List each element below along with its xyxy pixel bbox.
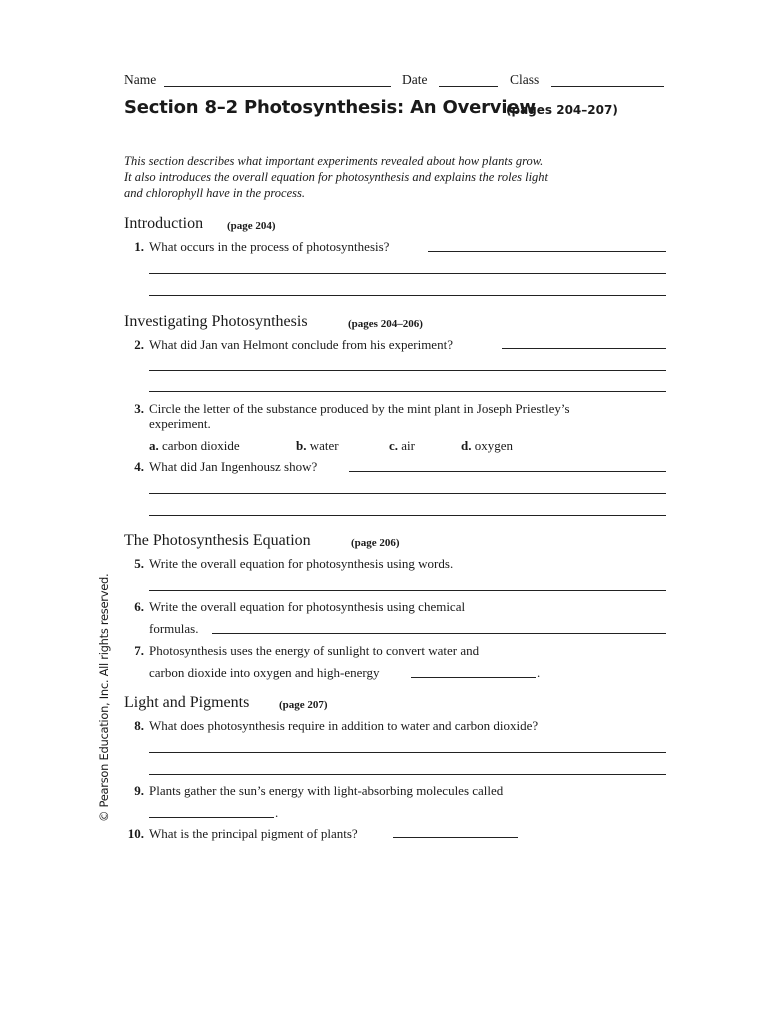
name-field[interactable] [164, 86, 391, 87]
section-pages-introduction: (page 204) [227, 220, 276, 232]
question-6-line1: Write the overall equation for photosynthesis using chemical [149, 599, 466, 614]
class-label: Class [510, 72, 540, 87]
section-title-investigating: Investigating Photosynthesis [124, 313, 308, 330]
question-number: 9. [134, 783, 144, 798]
answer-line[interactable] [149, 515, 666, 516]
question-7-end: . [537, 665, 541, 680]
question-4-text: What did Jan Ingenhousz show? [149, 459, 318, 474]
question-6-line2: formulas. [149, 621, 199, 636]
question-9-line1: Plants gather the sun’s energy with light-absorbing molecules called [149, 783, 504, 798]
question-7-line2: carbon dioxide into oxygen and high-energy [149, 665, 380, 680]
answer-line[interactable] [149, 370, 666, 371]
title-pages: (pages 204–207) [506, 103, 618, 117]
section-pages-investigating: (pages 204–206) [348, 318, 423, 330]
date-label: Date [402, 72, 428, 87]
answer-line[interactable] [149, 273, 666, 274]
name-label: Name [124, 72, 157, 87]
answer-line[interactable] [149, 817, 274, 818]
answer-line[interactable] [149, 774, 666, 775]
question-8-text: What does photosynthesis require in addition to water and carbon dioxide? [149, 718, 539, 733]
answer-line[interactable] [212, 633, 666, 634]
option-b[interactable]: b. water [296, 438, 339, 453]
question-7-line1: Photosynthesis uses the energy of sunlight to convert water and [149, 643, 480, 658]
question-number: 7. [134, 643, 144, 658]
question-3-line1: Circle the letter of the substance produced by the mint plant in Joseph Priestley’s [149, 401, 570, 416]
question-number: 3. [134, 401, 144, 416]
option-d[interactable]: d. oxygen [461, 438, 514, 453]
question-number: 5. [134, 556, 144, 571]
intro-paragraph: This section describes what important experiments revealed about how plants grow. It also introduces the overall equation for photosynthesis and explains the roles light and chlorophyll have in the process. [124, 154, 549, 200]
answer-line[interactable] [149, 391, 666, 392]
answer-line[interactable] [428, 251, 666, 252]
question-number: 4. [134, 459, 144, 474]
section-title-equation: The Photosynthesis Equation [124, 532, 311, 549]
section-pages-equation: (page 206) [351, 537, 400, 549]
question-number: 2. [134, 337, 144, 352]
question-5-text: Write the overall equation for photosynthesis using words. [149, 556, 454, 571]
answer-line[interactable] [502, 348, 666, 349]
section-title-introduction: Introduction [124, 215, 204, 232]
answer-line[interactable] [411, 677, 536, 678]
answer-line[interactable] [149, 752, 666, 753]
answer-line[interactable] [149, 590, 666, 591]
date-field[interactable] [439, 86, 498, 87]
question-10-text: What is the principal pigment of plants? [149, 826, 358, 841]
page-title: Section 8–2 Photosynthesis: An Overview [124, 97, 536, 118]
class-field[interactable] [551, 86, 664, 87]
answer-line[interactable] [149, 295, 666, 296]
question-number: 1. [134, 239, 144, 254]
option-c[interactable]: c. air [389, 438, 415, 453]
question-number: 8. [134, 718, 144, 733]
question-2-text: What did Jan van Helmont conclude from his experiment? [149, 337, 453, 352]
answer-line[interactable] [349, 471, 666, 472]
answer-line[interactable] [149, 493, 666, 494]
section-pages-light: (page 207) [279, 699, 328, 711]
section-title-light: Light and Pigments [124, 694, 250, 711]
question-number: 10. [127, 826, 144, 841]
question-3-line2: experiment. [149, 416, 211, 431]
option-a[interactable]: a. carbon dioxide [149, 438, 240, 453]
answer-line[interactable] [393, 837, 518, 838]
copyright-notice: © Pearson Education, Inc. All rights reserved. [97, 573, 111, 822]
question-number: 6. [134, 599, 144, 614]
question-9-end: . [275, 805, 279, 820]
question-1-text: What occurs in the process of photosynthesis? [149, 239, 390, 254]
